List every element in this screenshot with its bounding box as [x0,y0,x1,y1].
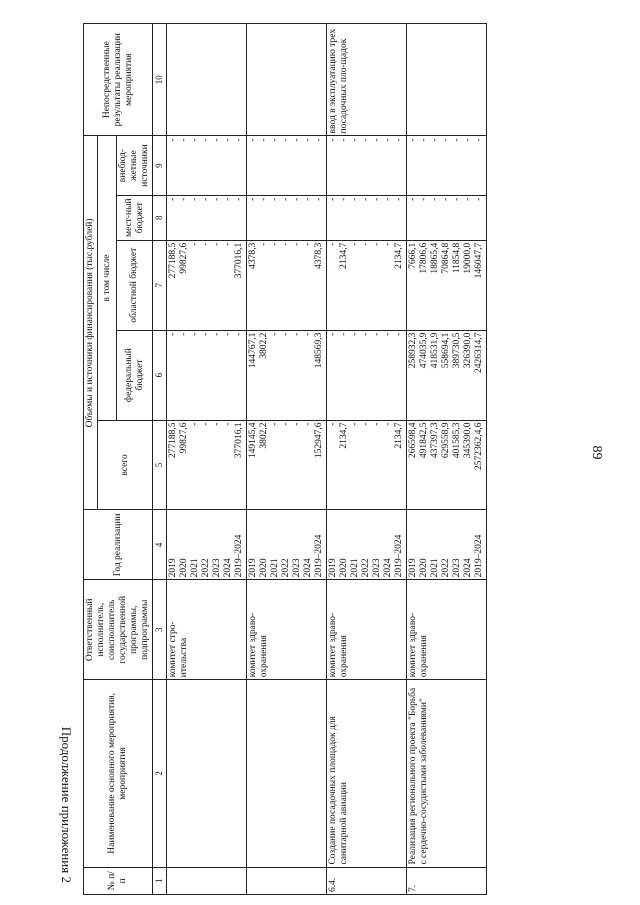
column-number: 6 [153,330,167,420]
row-regional: 4378,3 - - - - - 4378,3 [247,240,327,330]
table-row [167,24,247,895]
row-total: 277188,5 99827,6 - - - - 377016,1 [167,420,247,510]
column-number: 7 [153,240,167,330]
column-number: 3 [153,580,167,680]
table-row [327,24,407,895]
row-years: 2019 2020 2021 2022 2023 2024 2019–2024 [247,510,327,580]
row-responsible: комитет здраво-охранения [407,580,487,680]
row-federal: - - - - - - - [167,330,247,420]
row-extrabudget: - - - - - - - [327,136,407,195]
financing-table [83,23,487,895]
header-federal: федеральный бюджет [117,330,153,420]
row-num: 6.4. [327,867,407,894]
row-num [167,867,247,894]
row-local: - - - - - - - [327,195,407,240]
page-number: 89 [589,445,604,460]
column-number: 1 [153,867,167,894]
header-including: в том числе [98,136,117,420]
row-federal: - - - - - - - [327,330,407,420]
column-number-row [153,24,167,895]
column-number: 8 [153,195,167,240]
row-result: ввод в эксплуатацию трех посадочных пло-щадок [327,24,407,136]
row-result [407,24,487,136]
header-responsible: Ответственный исполнитель, соисполнитель государственной программы, подпрограммы [84,580,153,680]
row-name [167,680,247,867]
row-regional: 7666,1 17806,6 18865,4 70864,8 11854,8 19000,0 146047,7 [407,240,487,330]
row-name: Реализация регионального проекта "Борьба с сердечно-сосудистыми заболеваниями" [407,680,487,867]
row-total: 149145,4 3802,2 - - - - 152947,6 [247,420,327,510]
row-years: 2019 2020 2021 2022 2023 2024 2019–2024 [327,510,407,580]
header-regional: областной бюджет [117,240,153,330]
row-num [247,867,327,894]
row-regional: - 2134,7 - - - - 2134,7 [327,240,407,330]
row-responsible: комитет здраво-охранения [327,580,407,680]
row-years: 2019 2020 2021 2022 2023 2024 2019–2024 [407,510,487,580]
header-results: Непосредственные результаты реализации мероприятия [84,24,153,136]
table-row [407,24,487,895]
table-row [247,24,327,895]
row-num: 7. [407,867,487,894]
row-extrabudget: - - - - - - - [247,136,327,195]
row-extrabudget: - - - - - - - [167,136,247,195]
row-local: - - - - - - - [247,195,327,240]
row-local: - - - - - - - [167,195,247,240]
header-num: № п/п [84,867,153,894]
column-number: 9 [153,136,167,195]
row-responsible: комитет здраво-охранения [247,580,327,680]
header-row [84,24,98,895]
row-result [167,24,247,136]
row-result [247,24,327,136]
header-local: мест-ный бюджет [117,195,153,240]
row-years: 2019 2020 2021 2022 2023 2024 2019–2024 [167,510,247,580]
column-number: 10 [153,24,167,136]
column-number: 5 [153,420,167,510]
header-financing: Объемы и источники финансирования (тыс.рублей) [84,136,98,510]
row-name [247,680,327,867]
row-local: - - - - - - - [407,195,487,240]
header-name: Наименование основного мероприятия, мероприятия [84,680,153,867]
row-extrabudget: - - - - - - - [407,136,487,195]
header-total: всего [98,420,153,510]
row-responsible: комитет стро-ительства [167,580,247,680]
column-number: 4 [153,510,167,580]
appendix-note: Продолжение приложения 2 [59,726,74,883]
header-extrabudget: внебюд-жетные источники [117,136,153,195]
header-year: Год реализации [84,510,153,580]
row-total: - 2134,7 - - - - 2134,7 [327,420,407,510]
row-federal: 258932,3 474035,9 418531,9 558694,1 389730,5 326390,0 2426314,7 [407,330,487,420]
row-total: 266598,4 491842,5 437397,3 629558,9 401585,3 345390,0 2572362,4,6 [407,420,487,510]
column-number: 2 [153,680,167,867]
row-regional: 277188,5 99827,6 - - - - 377016,1 [167,240,247,330]
row-federal: 144767,1 3802,2 - - - - 148569,3 [247,330,327,420]
row-name: Создание посадочных площадок для санитарной авиации [327,680,407,867]
